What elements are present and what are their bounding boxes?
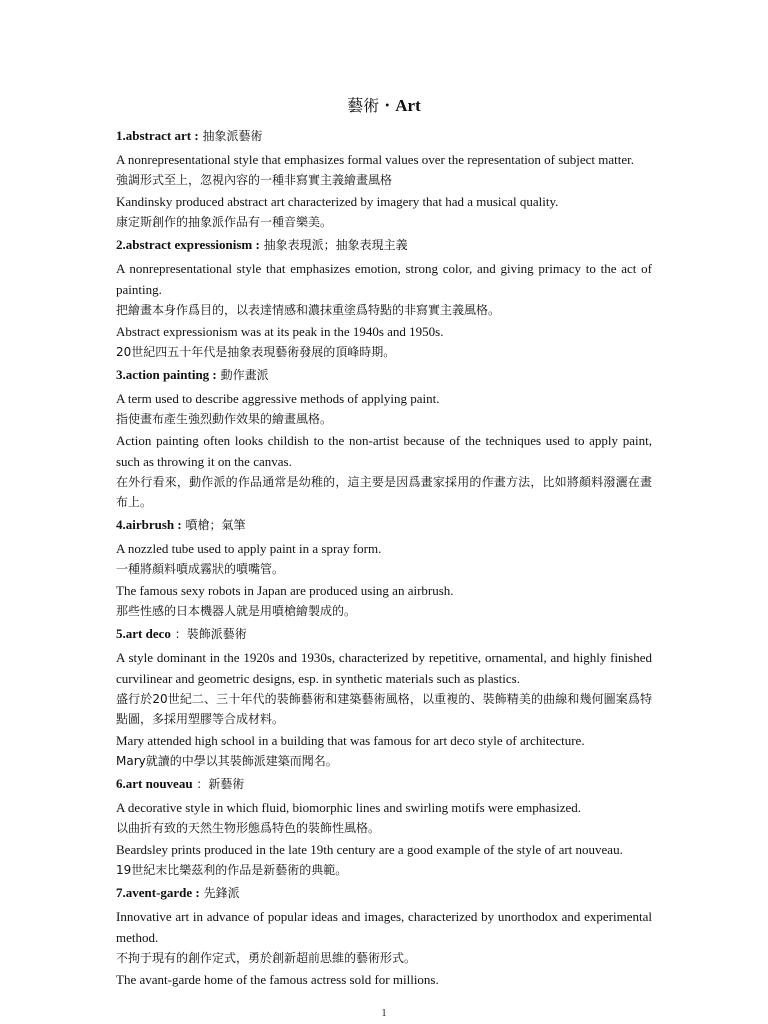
definition-chinese: 不拘于現有的創作定式，勇於創新超前思維的藝術形式。 (116, 951, 417, 965)
glossary-entry-2 (116, 237, 652, 362)
term-chinese: 抽象派藝術 (198, 129, 263, 143)
example-chinese: Mary就讀的中學以其裝飾派建築而聞名。 (116, 754, 338, 768)
definition-chinese: 指使畫布產生強烈動作效果的繪畫風格。 (116, 412, 333, 426)
term-english: 5.art deco (116, 626, 171, 641)
glossary-entry-6 (116, 776, 652, 880)
definition-english: A decorative style in which fluid, biomorphic lines and swirling motifs were emphasized. (116, 800, 582, 815)
example-english: Beardsley prints produced in the late 19th century are a good example of the style of art nouveau. (116, 842, 623, 857)
term-heading (116, 517, 652, 533)
term-heading (116, 626, 652, 642)
definition-english: A style dominant in the 1920s and 1930s, characterized by repetitive, ornamental, and highly finished curvilinear and geometric designs, esp. in synthetic materials such as plastics. (116, 650, 652, 686)
example-english: Abstract expressionism was at its peak in the 1940s and 1950s. (116, 324, 444, 339)
term-heading (116, 237, 652, 253)
definition-english: A term used to describe aggressive methods of applying paint. (116, 391, 440, 406)
definition-chinese: 把繪畫本身作爲目的，以表達情感和濃抹重塗爲特點的非寫實主義風格。 (116, 303, 501, 317)
definition-english: Innovative art in advance of popular ideas and images, characterized by unorthodox and experimental method. (116, 909, 652, 945)
example-english: Mary attended high school in a building that was famous for art deco style of architecture. (116, 733, 585, 748)
term-english: 2.abstract expressionism : (116, 237, 260, 252)
term-chinese: 先鋒派 (199, 886, 240, 900)
example-chinese: 那些性感的日本機器人就是用噴槍繪製成的。 (116, 604, 357, 618)
term-chinese: 抽象表現派；抽象表現主義 (259, 238, 408, 252)
definition-chinese: 強調形式至上，忽視內容的一種非寫實主義繪畫風格 (116, 173, 393, 187)
term-english: 7.avent-garde : (116, 885, 200, 900)
definition-english: A nonrepresentational style that emphasizes emotion, strong color, and giving primacy to the act of painting. (116, 261, 652, 297)
glossary-entry-7 (116, 885, 652, 990)
term-heading (116, 885, 652, 901)
glossary-entry-3 (116, 367, 652, 512)
term-english: 3.action painting : (116, 367, 217, 382)
term-heading (116, 367, 652, 383)
page-number: 1 (381, 1008, 387, 1019)
title-english: Art (395, 96, 421, 115)
definition-chinese: 一種將顏料噴成霧狀的噴嘴管。 (116, 562, 285, 576)
term-english: 6.art nouveau (116, 776, 193, 791)
example-chinese: 康定斯創作的抽象派作品有一種音樂美。 (116, 215, 333, 229)
example-english: The avant-garde home of the famous actress sold for millions. (116, 972, 439, 987)
example-english: Kandinsky produced abstract art characterized by imagery that had a musical quality. (116, 194, 559, 209)
term-english: 4.airbrush : (116, 517, 182, 532)
term-chinese: 噴槍；氣筆 (181, 518, 246, 532)
page-title (116, 94, 652, 118)
glossary-entry-5 (116, 626, 652, 771)
definition-english: A nozzled tube used to apply paint in a spray form. (116, 541, 382, 556)
definition-chinese: 以曲折有致的天然生物形態爲特色的裝飾性風格。 (116, 821, 381, 835)
definition-chinese: 盛行於20世紀二、三十年代的裝飾藝術和建築藝術風格，以重複的、裝飾精美的曲線和幾何圖案爲特點圖，多採用塑膠等合成材料。 (116, 692, 652, 726)
example-chinese: 20世紀四五十年代是抽象表現藝術發展的頂峰時期。 (116, 345, 396, 359)
example-chinese: 在外行看來，動作派的作品通常是幼稚的，這主要是因爲畫家採用的作畫方法，比如將顏料潑灑在畫布上。 (116, 475, 652, 509)
definition-english: A nonrepresentational style that emphasizes formal values over the representation of subject matter. (116, 152, 635, 167)
term-english: 1.abstract art : (116, 128, 199, 143)
title-chinese: 藝術・ (347, 96, 396, 115)
glossary-entry-1 (116, 128, 652, 232)
glossary-entry-4 (116, 517, 652, 621)
example-english: Action painting often looks childish to the non-artist because of the techniques used to apply paint, such as throwing it on the canvas. (116, 433, 652, 469)
term-chinese: 動作畫派 (216, 368, 269, 382)
term-chinese: ：新藝術 (192, 777, 245, 791)
example-chinese: 19世紀末比樂茲利的作品是新藝術的典範。 (116, 863, 348, 877)
term-heading (116, 776, 652, 792)
example-english: The famous sexy robots in Japan are produced using an airbrush. (116, 583, 454, 598)
document-page (116, 94, 652, 990)
term-chinese: ：裝飾派藝術 (170, 627, 247, 641)
term-heading (116, 128, 652, 144)
